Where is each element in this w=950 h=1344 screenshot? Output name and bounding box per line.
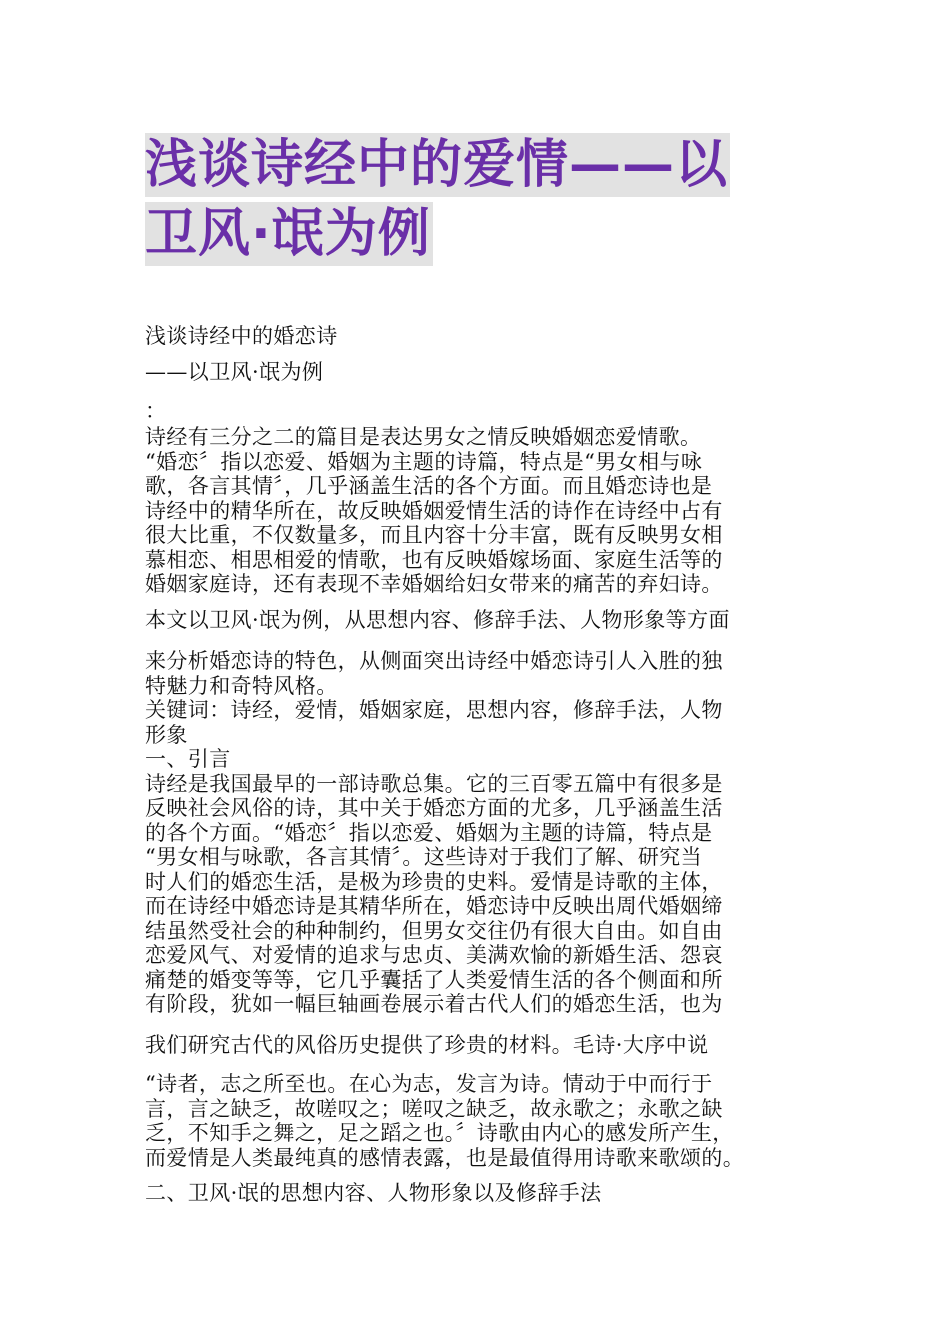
- abstract-and-introduction: 来分析婚恋诗的特色，从侧面突出诗经中婚恋诗引人入胜的独 特魅力和奇特风格。 关键词：诗经，爱情，婚姻家庭，思想内容，修辞手法，人物 形象 一、引言 诗经是我国最早的一部诗歌总集。它的三百零五篇中有很多是 反映社会风俗的诗，其中关于婚恋方面的尤多，几乎涵盖生活 的各个方面。“婚恋〞指以恋爱、婚姻为主题的诗篇，特点是 “男女相与咏歌，各言其情〞。这些诗对于我们了解、研究当 时人们的婚恋生活，是极为珍贵的史料。爱情是诗歌的主体， 而在诗经中婚恋诗是其精华所在，婚恋诗中反映出周代婚姻缔 结虽然受社会的种种制约，但男女交往仍有很大自由。如自由 恋爱风气、对爱情的追求与忠贞、美满欢愉的新婚生活、怨哀 痛楚的婚变等等，它几乎囊括了人类爱情生活的各个侧面和所 有阶段，犹如一幅巨轴画卷展示着古代人们的婚恋生活，也为: [145, 649, 723, 1016]
- abstract-paragraph-2-first-line: 本文以卫风·氓为例，从思想内容、修辞手法、人物形象等方面: [145, 608, 730, 632]
- colon-marker: ：: [145, 399, 167, 423]
- document-title-line-2: 卫风·氓为例: [145, 204, 431, 264]
- abstract-paragraph-1: 诗经有三分之二的篇目是表达男女之情反映婚姻恋爱情歌。 “婚恋〞指以恋爱、婚姻为主题的诗篇，特点是“男女相与咏 歌，各言其情〞，几乎涵盖生活的各个方面。而且婚恋诗也是 诗经中的精华所在，故反映婚姻爱情生活的诗作在诗经中占有 很大比重，不仅数量多，而且内容十分丰富，既有反映男女相 慕相恋、相思相爱的情歌，也有反映婚嫁场面、家庭生活等的 婚姻家庭诗，还有表现不幸婚姻给妇女带来的痛苦的弃妇诗。: [145, 425, 723, 596]
- introduction-line-mao-shi: 我们研究古代的风俗历史提供了珍贵的材料。毛诗·大序中说: [145, 1033, 709, 1057]
- subtitle: 浅谈诗经中的婚恋诗: [145, 324, 338, 348]
- introduction-quote: “诗者，志之所至也。在心为志，发言为诗。情动于中而行于 言，言之缺乏，故嗟叹之；嗟叹之缺乏，故永歌之；永歌之缺 乏，不知手之舞之，足之蹈之也。〞诗歌由内心的感发所产生， 而爱情是人类最纯真的感情表露，也是最值得用诗歌来歌颂的。: [145, 1072, 745, 1170]
- subtitle-secondary: ——以卫风·氓为例: [145, 360, 324, 384]
- document-title-line-1: 浅谈诗经中的爱情——以: [145, 135, 729, 195]
- section-2-heading: 二、卫风·氓的思想内容、人物形象以及修辞手法: [145, 1181, 602, 1205]
